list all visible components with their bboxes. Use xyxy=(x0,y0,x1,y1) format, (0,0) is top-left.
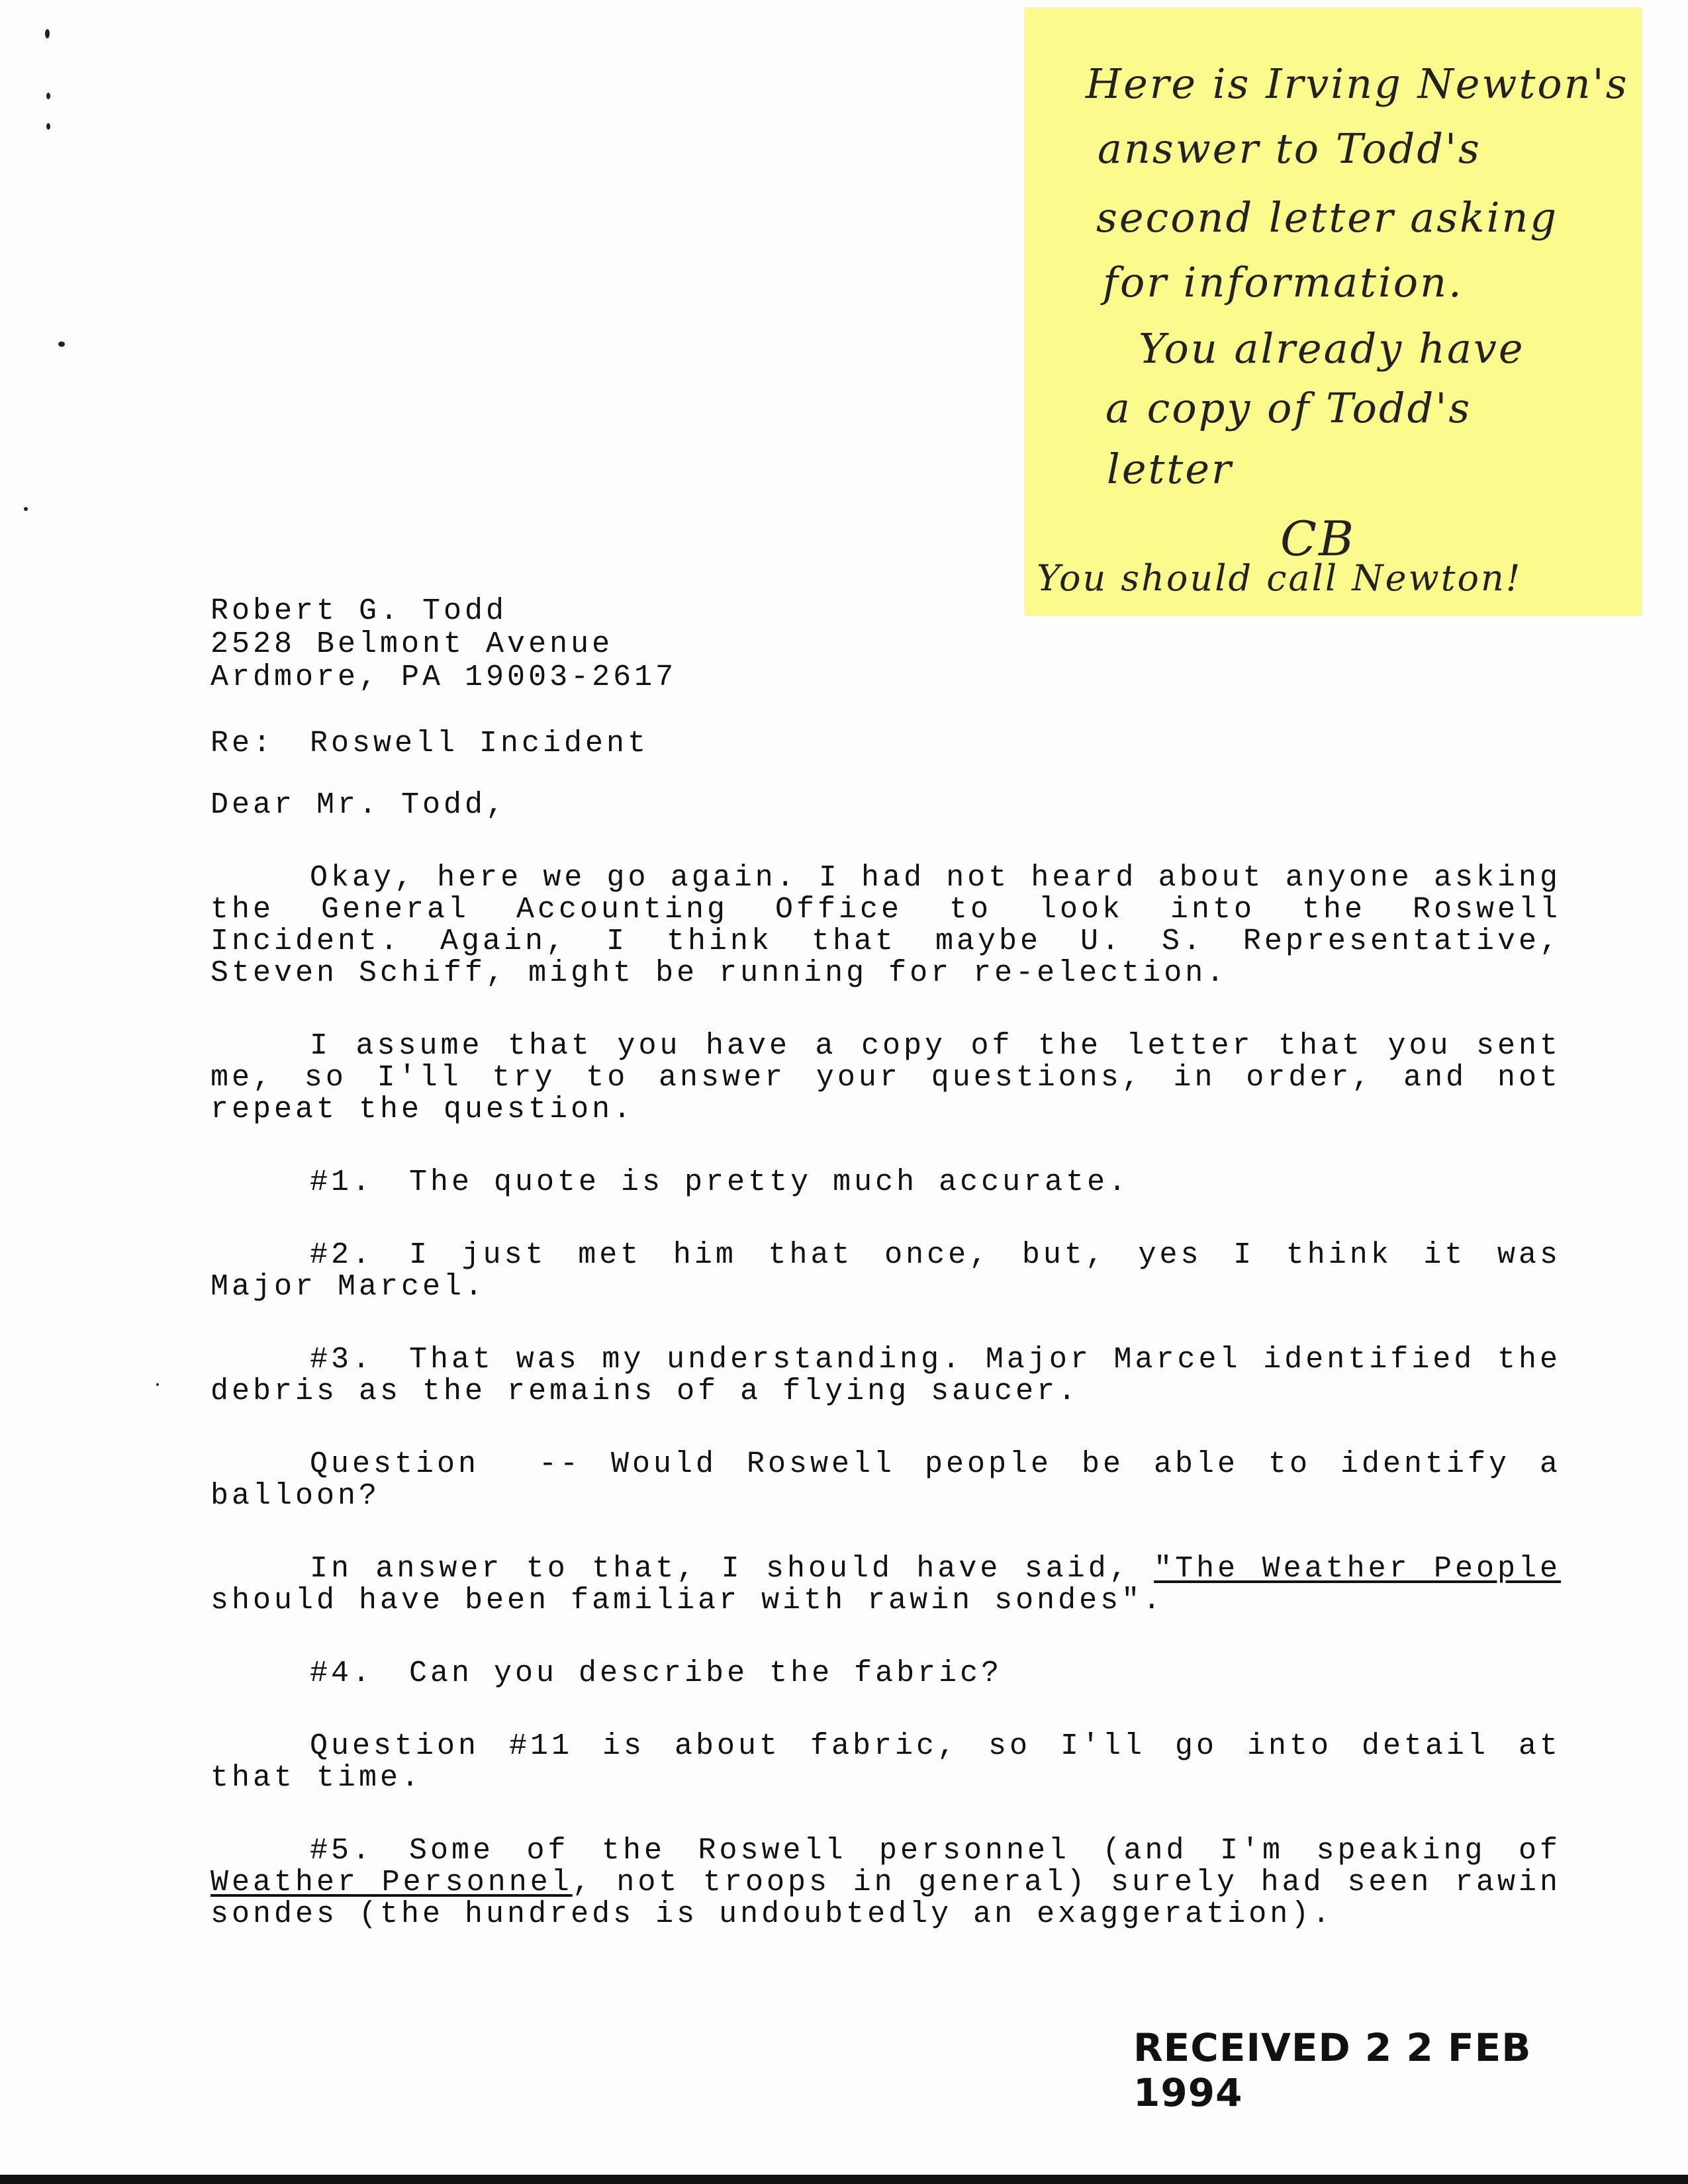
subject-text: Roswell Incident xyxy=(310,727,649,760)
sticky-note-line: You should call Newton! xyxy=(1037,557,1523,599)
answer-2: #2. I just met him that once, but, yes I think it was Major Marcel. xyxy=(211,1238,1561,1304)
question-number: #5. xyxy=(310,1834,374,1868)
sticky-note-line: second letter asking xyxy=(1096,193,1559,242)
address-line: Ardmore, PA 19003-2617 xyxy=(211,660,677,694)
answer-1: #1. The quote is pretty much accurate. xyxy=(310,1165,1130,1199)
letter-body xyxy=(211,596,1561,1931)
question-number: #3. xyxy=(310,1343,374,1377)
subject-line xyxy=(211,728,1561,760)
subject-label: Re: xyxy=(211,727,275,760)
scan-edge xyxy=(0,2175,1688,2184)
sticky-note-line: a copy of Todd's xyxy=(1105,384,1472,432)
paragraph: Okay, here we go again. I had not heard about anyone asking the General Accounting Office to look into the Roswell Incident. Again, I think that maybe U. S. Representative, Steven Schiff, might be running for re-election. xyxy=(211,861,1561,990)
address-line: 2528 Belmont Avenue xyxy=(211,627,614,661)
sticky-note-line: You already have xyxy=(1139,324,1525,373)
answer-5: #5. Some of the Roswell personnel (and I'm speaking of Weather Personnel, not troops in general) surely had seen rawin sondes (the hundreds is undoubtedly an exaggeration). xyxy=(211,1834,1562,1931)
sticky-note-initials: CB xyxy=(1280,511,1356,567)
scan-speck xyxy=(58,341,65,347)
paragraph: Question #11 is about fabric, so I'll go into detail at that time. xyxy=(211,1729,1561,1795)
underlined-term: Weather Personnel xyxy=(211,1866,573,1899)
question-number: #4. xyxy=(310,1657,374,1690)
recipient-address xyxy=(211,596,1561,695)
salutation: Dear Mr. Todd, xyxy=(211,788,508,822)
scan-speck xyxy=(24,507,28,511)
answer-4: #4. Can you describe the fabric? xyxy=(310,1657,1003,1690)
follow-up-question: Question -- Would Roswell people be able to identify a balloon? xyxy=(211,1447,1562,1513)
sticky-note-line: Here is Irving Newton's xyxy=(1086,60,1629,108)
scan-speck xyxy=(46,123,50,130)
sticky-note-line: for information. xyxy=(1103,258,1464,306)
sticky-note-line: letter xyxy=(1107,445,1233,493)
scan-speck xyxy=(46,93,50,99)
question-number: #2. xyxy=(310,1238,374,1272)
paragraph: I assume that you have a copy of the letter that you sent me, so I'll try to answer your questions, in order, and not repeat the question. xyxy=(211,1029,1561,1126)
received-stamp: RECEIVED 2 2 FEB 1994 xyxy=(1133,2025,1532,2115)
sticky-note-line: answer to Todd's xyxy=(1098,124,1481,173)
question-number: #1. xyxy=(310,1165,374,1199)
scan-speck xyxy=(45,29,50,38)
address-line: Robert G. Todd xyxy=(211,594,508,628)
answer-3: #3. That was my understanding. Major Marcel identified the debris as the remains of a flying saucer. xyxy=(211,1343,1561,1408)
follow-up-answer: In answer to that, I should have said, "The Weather People should have been familiar with rawin sondes". xyxy=(211,1552,1562,1617)
sticky-note xyxy=(1025,8,1642,615)
scan-speck xyxy=(156,1383,159,1386)
underlined-quote: "The Weather People xyxy=(1154,1552,1562,1586)
